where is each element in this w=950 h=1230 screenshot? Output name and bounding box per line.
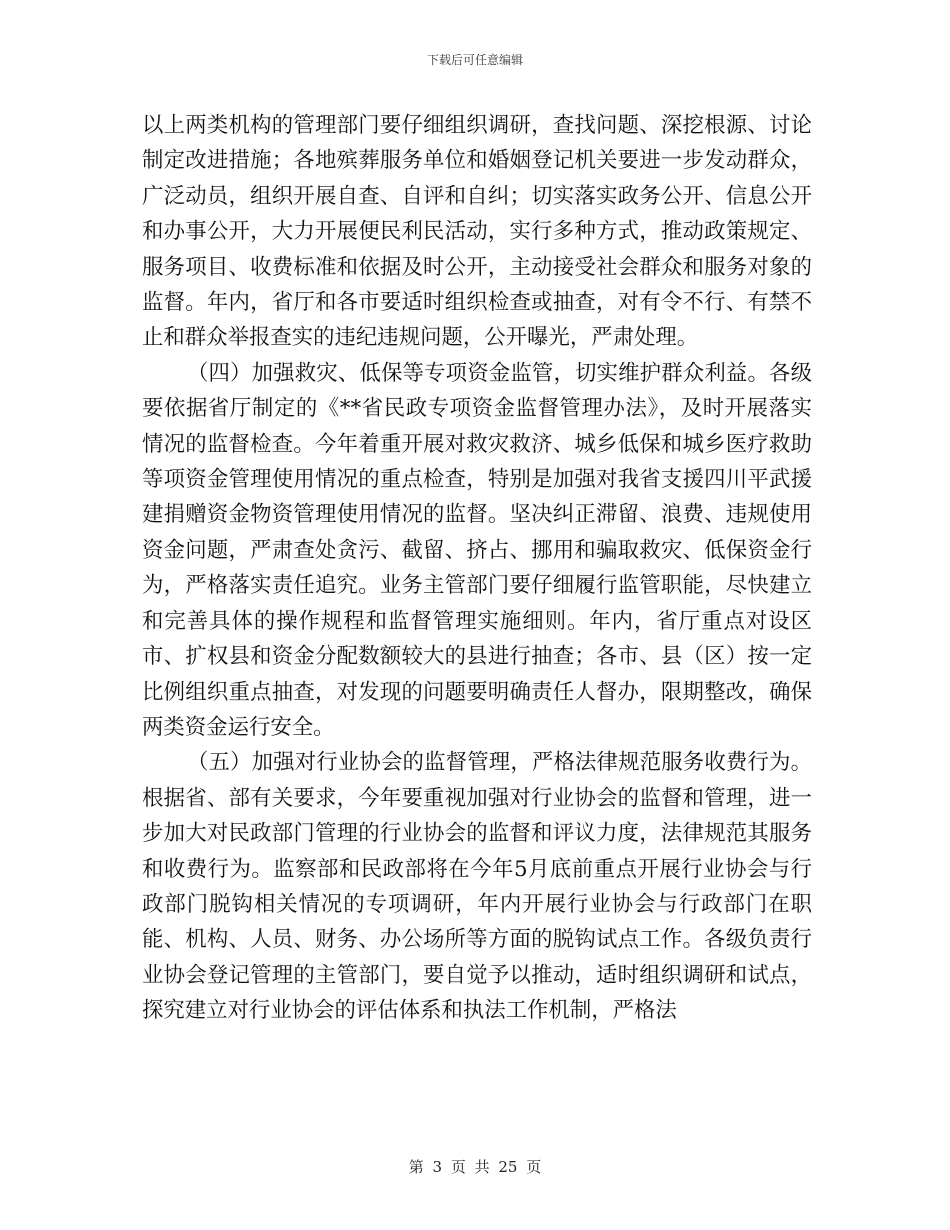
- paragraph-section-five: （五）加强对行业协会的监督管理，严格法律规范服务收费行为。根据省、部有关要求，今年要重视加强对行业协会的监督和管理，进一步加大对民政部门管理的行业协会的监督和评议力度，法律规范其服务和收费行为。监察部和民政部将在今年5月底前重点开展行业协会与行政部门脱钩相关情况的专项调研，年内开展行业协会与行政部门在职能、机构、人员、财务、办公场所等方面的脱钩试点工作。各级负责行业协会登记管理的主管部门，要自觉予以推动，适时组织调研和试点，探究建立对行业协会的评估体系和执法工作机制，严格法: [142, 750, 812, 1024]
- page-number: 第 3 页 共 25 页: [408, 1158, 542, 1176]
- paragraph-continued: 以上两类机构的管理部门要仔细组织调研，查找问题、深挖根源、讨论制定改进措施；各地殡葬服务单位和婚姻登记机关要进一步发动群众，广泛动员，组织开展自查、自评和自纠；切实落实政务公开、信息公开和办事公开，大力开展便民利民活动，实行多种方式，推动政策规定、服务项目、收费标准和依据及时公开，主动接受社会群众和服务对象的监督。年内，省厅和各市要适时组织检查或抽查，对有令不行、有禁不止和群众举报查实的违纪违规问题，公开曝光，严肃处理。: [142, 113, 812, 351]
- document-body: [142, 108, 812, 1029]
- paragraph-section-four: （四）加强救灾、低保等专项资金监管，切实维护群众利益。各级要依据省厅制定的《**省民政专项资金监督管理办法》，及时开展落实情况的监督检查。今年着重开展对救灾救济、城乡低保和城乡医疗救助等项资金管理使用情况的重点检查，特别是加强对我省支援四川平武援建捐赠资金物资管理使用情况的监督。坚决纠正滞留、浪费、违规使用资金问题，严肃查处贪污、截留、挤占、挪用和骗取救灾、低保资金行为，严格落实责任追究。业务主管部门要仔细履行监管职能，尽快建立和完善具体的操作规程和监督管理实施细则。年内，省厅重点对设区市、扩权县和资金分配数额较大的县进行抽查；各市、县（区）按一定比例组织重点抽查，对发现的问题要明确责任人督办，限期整改，确保两类资金运行安全。: [142, 360, 812, 740]
- page-header: 下载后可任意编辑: [426, 53, 523, 67]
